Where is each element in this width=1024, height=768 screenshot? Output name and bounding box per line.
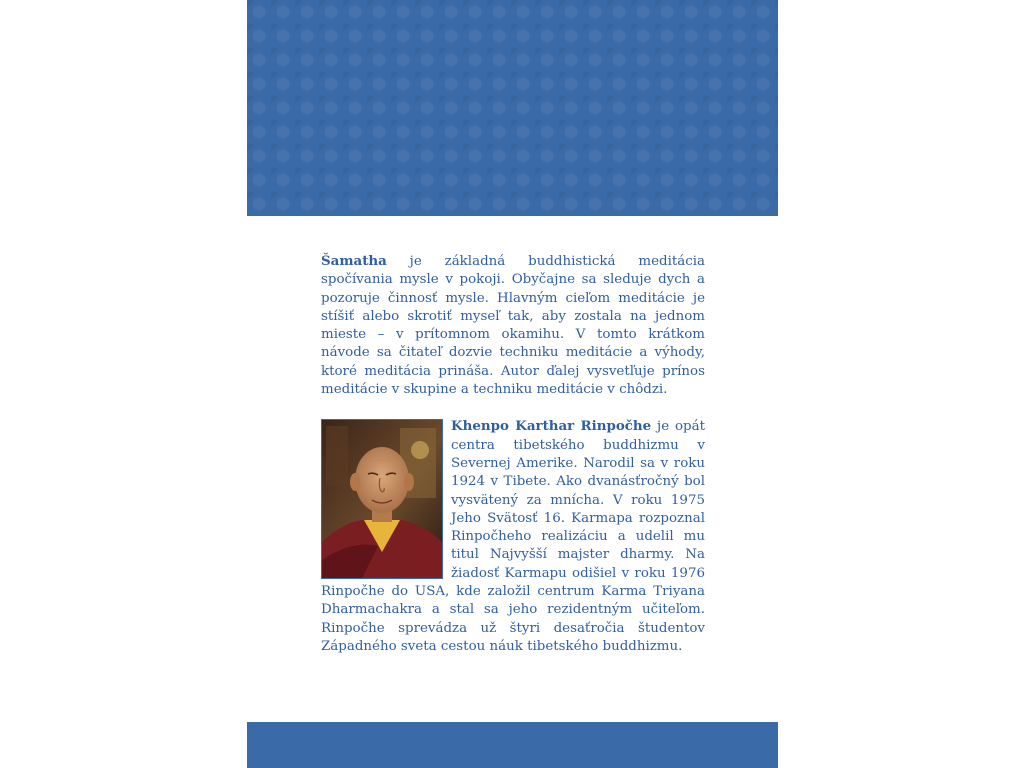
intro-lead: Šamatha: [321, 253, 387, 269]
cover-text: [321, 252, 705, 656]
top-decorative-band: [247, 0, 778, 216]
author-paragraph: [321, 417, 705, 656]
author-portrait: [321, 419, 443, 579]
author-bio: je opát centra tibetského buddhizmu v Severnej Amerike. Narodil sa v roku 1924 v Tibete. Ako dvanásťročný bol vysvätený za mnícha. V roku 1975 Jeho Svätosť 16. Karmapa rozpoznal Rinpočheho realizáciu a udelil mu titul Najvyšší majster dharmy. Na žiadosť Karmapu odišiel v roku 1976 Rinpočhe do USA, kde založil centrum Karma Triyana Dharmachakra a stal sa jeho rezidentným učiteľom. Rinpočhe sprevádza už štyri desaťročia študentov Západného sveta cestou náuk tibetského buddhizmu.: [321, 419, 705, 654]
intro-paragraph: [321, 252, 705, 399]
bottom-decorative-band: [247, 722, 778, 768]
book-back-cover: [247, 0, 778, 768]
author-name: Khenpo Karthar Rinpočhe: [451, 418, 652, 435]
intro-text: je základná buddhistická meditácia spočívania mysle v pokoji. Obyčajne sa sleduje dych a pozoruje činnosť mysle. Hlavným cieľom meditácie je stíšiť alebo skrotiť myseľ tak, aby zostala na jednom mieste – v prítomnom okamihu. V tomto krátkom návode sa čitateľ dozvie techniku meditácie a výhody, ktoré meditácia prináša. Autor ďalej vysvetľuje prínos meditácie v skupine a techniku meditácie v chôdzi.: [321, 254, 705, 398]
